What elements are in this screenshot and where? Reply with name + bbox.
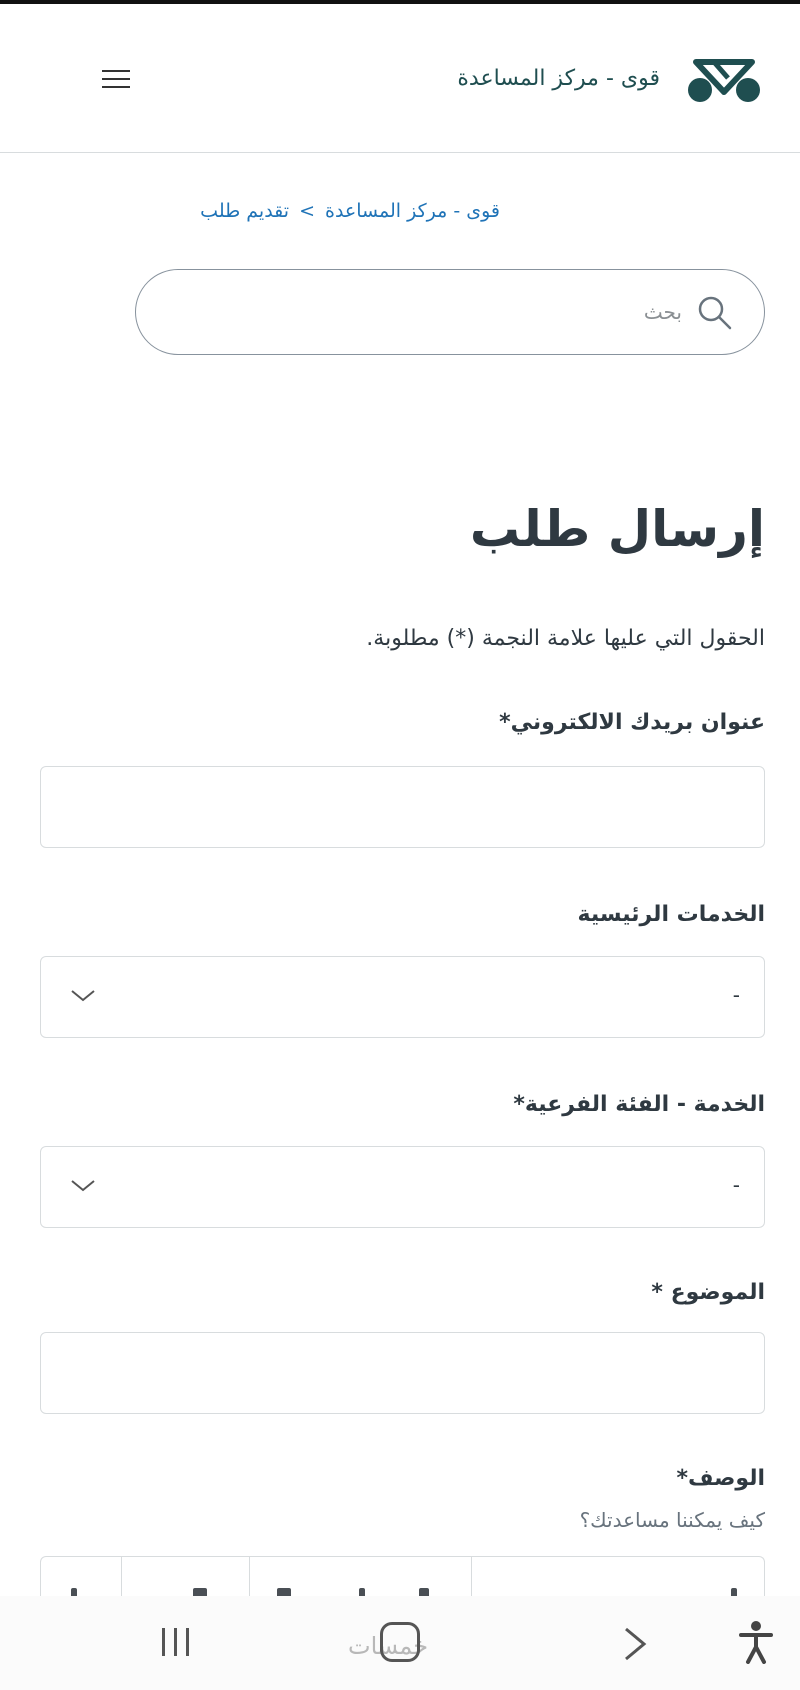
subject-field[interactable]	[41, 1333, 764, 1413]
breadcrumb-separator: >	[299, 200, 315, 222]
system-navigation-bar	[0, 1596, 800, 1690]
search-icon	[696, 294, 734, 332]
email-label: عنوان بريدك الالكتروني*	[499, 710, 765, 735]
sub-category-label: الخدمة - الفئة الفرعية*	[513, 1092, 765, 1117]
breadcrumb-home-link[interactable]: قوى - مركز المساعدة	[325, 200, 500, 222]
search-bar	[135, 269, 765, 355]
toolbar-separator	[249, 1557, 250, 1596]
toolbar-tool-icon[interactable]	[277, 1588, 291, 1596]
description-hint: كيف يمكننا مساعدتك؟	[579, 1508, 765, 1532]
breadcrumb-current-link[interactable]: تقديم طلب	[200, 200, 290, 222]
required-fields-note: الحقول التي عليها علامة النجمة (*) مطلوبة.	[366, 626, 765, 651]
email-field-wrapper	[40, 766, 765, 848]
hamburger-menu-icon[interactable]	[96, 64, 136, 96]
brand-title[interactable]: قوى - مركز المساعدة	[457, 66, 660, 91]
description-editor-toolbar	[40, 1556, 765, 1596]
subject-field-wrapper	[40, 1332, 765, 1414]
toolbar-tool-icon[interactable]	[193, 1588, 207, 1596]
main-services-label: الخدمات الرئيسية	[577, 902, 765, 927]
toolbar-tool-icon[interactable]	[731, 1588, 737, 1596]
sub-category-selected-value: -	[732, 1173, 740, 1197]
toolbar-separator	[121, 1557, 122, 1596]
toolbar-tool-icon[interactable]	[71, 1588, 77, 1596]
search-input[interactable]	[202, 292, 682, 332]
toolbar-separator	[471, 1557, 472, 1596]
toolbar-tool-icon[interactable]	[359, 1588, 365, 1596]
watermark-text: خمسات	[348, 1632, 429, 1660]
main-services-select[interactable]	[40, 956, 765, 1038]
description-label: الوصف*	[676, 1466, 765, 1491]
qiwa-logo-icon[interactable]	[684, 48, 764, 108]
recent-apps-icon[interactable]	[158, 1624, 194, 1660]
site-header	[0, 4, 800, 153]
home-button-icon[interactable]	[380, 1622, 420, 1662]
email-field[interactable]	[41, 767, 764, 847]
accessibility-icon[interactable]	[738, 1620, 774, 1664]
toolbar-tool-icon[interactable]	[419, 1588, 429, 1596]
chevron-right-icon[interactable]	[620, 1626, 650, 1662]
page-title: إرسال طلب	[469, 500, 765, 558]
breadcrumb	[200, 200, 500, 222]
subject-label: الموضوع *	[651, 1280, 765, 1305]
sub-category-select[interactable]	[40, 1146, 765, 1228]
main-services-selected-value: -	[732, 983, 740, 1007]
chevron-down-icon	[69, 985, 97, 1005]
chevron-down-icon	[69, 1175, 97, 1195]
